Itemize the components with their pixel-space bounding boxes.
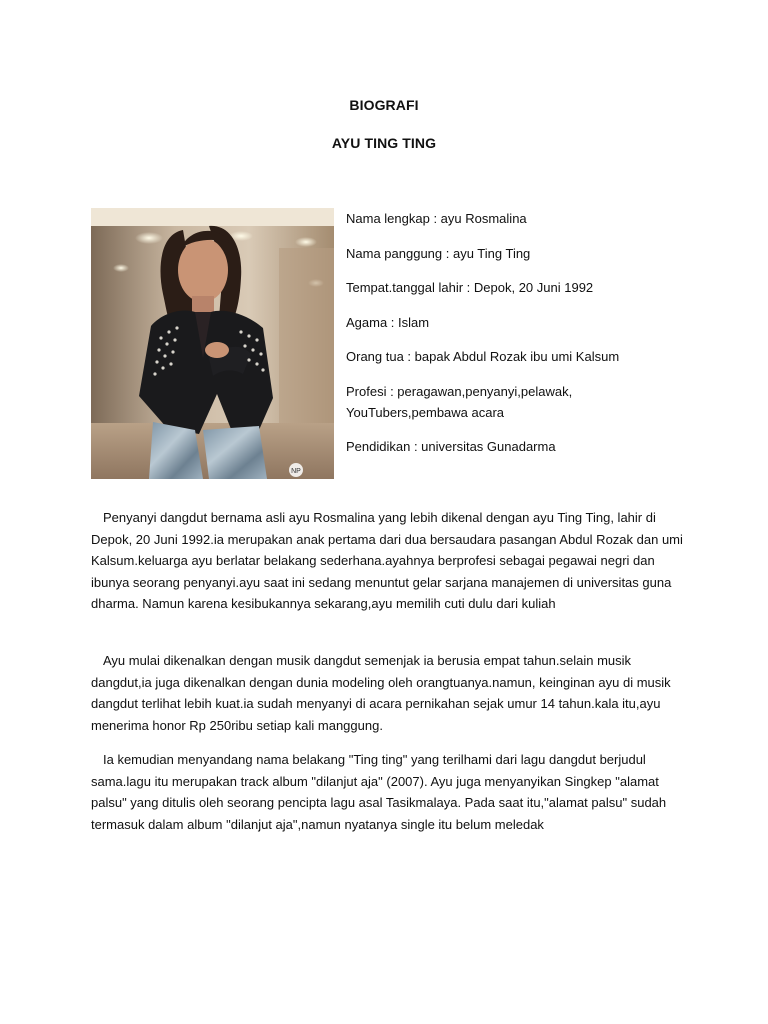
document-title: BIOGRAFI [349, 97, 419, 113]
watermark-logo: NP [291, 468, 301, 475]
profile-full-name: Nama lengkap : ayu Rosmalina [346, 211, 527, 226]
portrait-photo [91, 208, 334, 479]
profile-stage-name: Nama panggung : ayu Ting Ting [346, 246, 531, 261]
profile-education: Pendidikan : universitas Gunadarma [346, 439, 556, 454]
profile-parents: Orang tua : bapak Abdul Rozak ibu umi Kalsum [346, 349, 620, 364]
document-subtitle: AYU TING TING [331, 135, 437, 151]
paragraph-career-start: Ayu mulai dikenalkan dengan musik dangdut semenjak ia berusia empat tahun.selain musik dangdut,ia juga dikenalkan dengan dunia modeling oleh orangtuanya.namun, keinginan ayu di musik dangdut terlihat lebih kuat.ia sudah menyanyi di acara pernikahan sejak umur 14 tahun.kala itu,ayu menerima honor Rp 250ribu setiap kali manggung. [91, 653, 671, 733]
profile-religion: Agama : Islam [346, 315, 430, 330]
paragraph-intro: Penyanyi dangdut bernama asli ayu Rosmalina yang lebih dikenal dengan ayu Ting Ting, lahir di Depok, 20 Juni 1992.ia merupakan anak pertama dari dua bersaudara pasangan Abdul Rozak dan umi Kalsum.keluarga ayu berlatar belakang sederhana.ayahnya berprofesi sebagai pegawai negri dan ibunya seorang penyanyi.ayu saat ini sedang menuntut gelar sarjana manajemen di universitas guna dharma. Namun karena kesibukannya sekarang,ayu memilih cuti dulu dari kuliah [91, 510, 683, 612]
profile-profession: Profesi : peragawan,penyanyi,pelawak, YouTubers,pembawa acara [346, 384, 573, 420]
profile-birth: Tempat.tanggal lahir : Depok, 20 Juni 1992 [346, 280, 594, 295]
paragraph-stage-name: Ia kemudian menyandang nama belakang "Ting ting" yang terilhami dari lagu dangdut berjudul sama.lagu itu merupakan track album "dilanjut aja" (2007). Ayu juga menyanyikan Singkep "alamat palsu" yang ditulis oleh seorang pencipta lagu asal Tasikmalaya. Pada saat itu,"alamat palsu" sudah termasuk dalam album "dilanjut aja",namun nyatanya single itu belum meledak [91, 752, 667, 832]
